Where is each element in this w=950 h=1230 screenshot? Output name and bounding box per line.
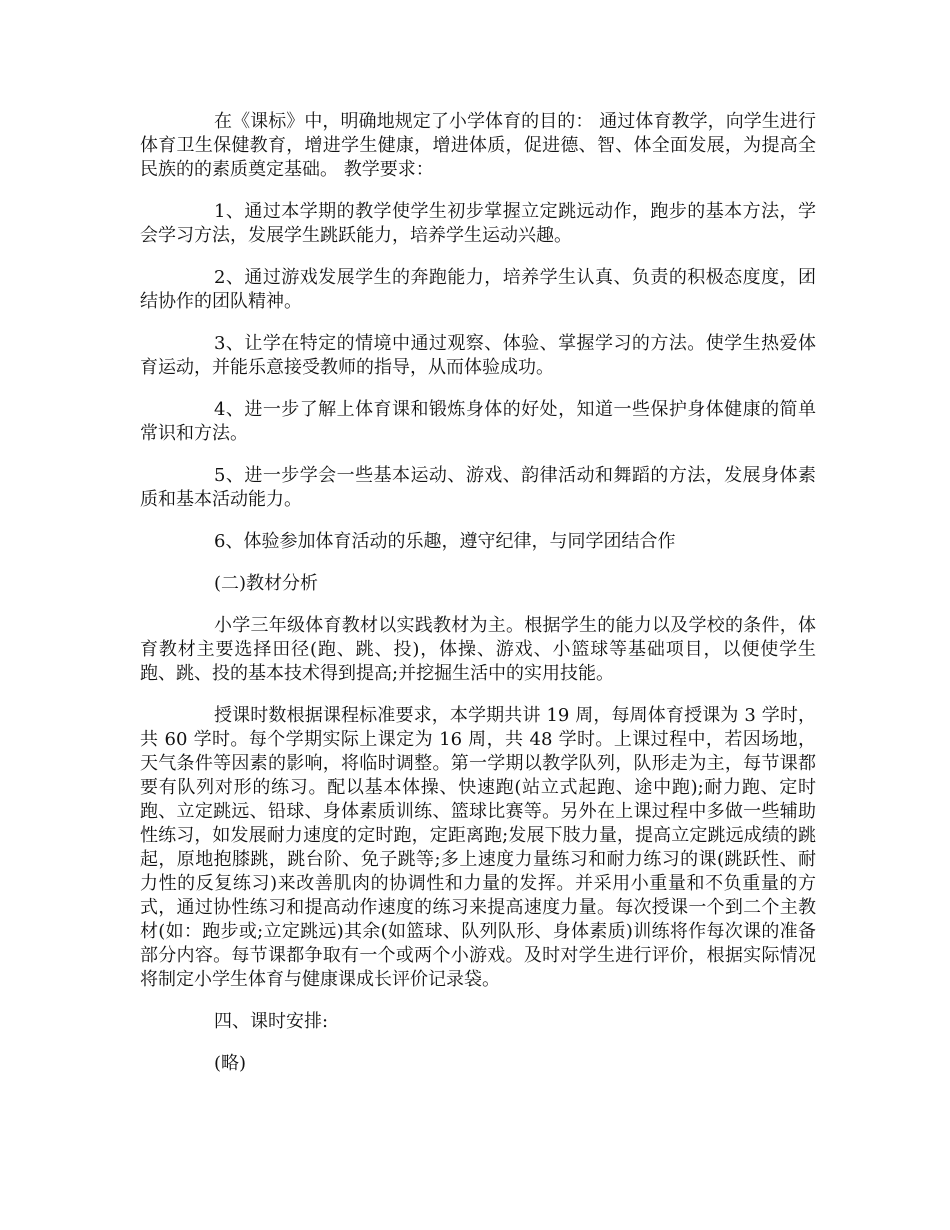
paragraph-requirement-2: 2、通过游戏发展学生的奔跑能力，培养学生认真、负责的积极态度度，团结协作的团队精神。: [140, 267, 816, 312]
section-heading-materials: (二)教材分析: [214, 573, 319, 594]
paragraph-requirement-6: 6、体验参加体育活动的乐趣，遵守纪律，与同学团结合作: [214, 531, 676, 552]
section-heading-schedule: 四、课时安排:: [214, 1011, 329, 1032]
paragraph-requirement-1: 1、通过本学期的教学使学生初步掌握立定跳远动作，跑步的基本方法，学会学习方法，发展学生跳跃能力，培养学生运动兴趣。: [140, 201, 816, 246]
paragraph-hours: 授课时数根据课程标准要求，本学期共讲 19 周，每周体育授课为 3 学时，共 60 学时。每个学期实际上课定为 16 周，共 48 学时。上课过程中，若因场地，天气条件等因素的影响，将临时调整。第一学期以教学队列，队形走为主，每节课都要有队列对形的练习。配以基本体操、快速跑(站立式起跑、途中跑);耐力跑、定时跑、立定跳远、铅球、身体素质训练、篮球比赛等。另外在上课过程中多做一些辅助性练习，如发展耐力速度的定时跑，定距离跑;发展下肢力量，提高立定跳远成绩的跳起，原地抱膝跳，跳台阶、免子跳等;多上速度力量练习和耐力练习的课(跳跃性、耐力性的反复练习)来改善肌肉的协调性和力量的发挥。并采用小重量和不负重量的方式，通过协性练习和提高动作速度的练习来提高速度力量。每次授课一个到二个主教材(如：跑步或;立定跳远)其余(如篮球、队列队形、身体素质)训练将作每次课的准备部分内容。每节课都争取有一个或两个小游戏。及时对学生进行评价，根据实际情况将制定小学生体育与健康课成长评价记录袋。: [140, 705, 816, 990]
paragraph-requirement-5: 5、进一步学会一些基本运动、游戏、韵律活动和舞蹈的方法，发展身体素质和基本活动能力。: [140, 465, 816, 510]
paragraph-requirement-3: 3、让学在特定的情境中通过观察、体验、掌握学习的方法。使学生热爱体育运动，并能乐意接受教师的指导，从而体验成功。: [140, 333, 816, 378]
paragraph-requirement-4: 4、进一步了解上体育课和锻炼身体的好处，知道一些保护身体健康的简单常识和方法。: [140, 399, 816, 444]
paragraph-intro: 在《课标》中，明确地规定了小学体育的目的： 通过体育教学，向学生进行体育卫生保健教育，增进学生健康，增进体质，促进德、智、体全面发展，为提高全民族的的素质奠定基础。 教学要求：: [140, 111, 816, 180]
paragraph-materials: 小学三年级体育教材以实践教材为主。根据学生的能力以及学校的条件，体育教材主要选择田径(跑、跳、投)，体操、游戏、小篮球等基础项目，以便使学生跑、跳、投的基本技术得到提高;并挖掘生活中的实用技能。: [140, 615, 816, 684]
document-body: [140, 110, 816, 1094]
paragraph-omitted: (略): [214, 1053, 247, 1074]
